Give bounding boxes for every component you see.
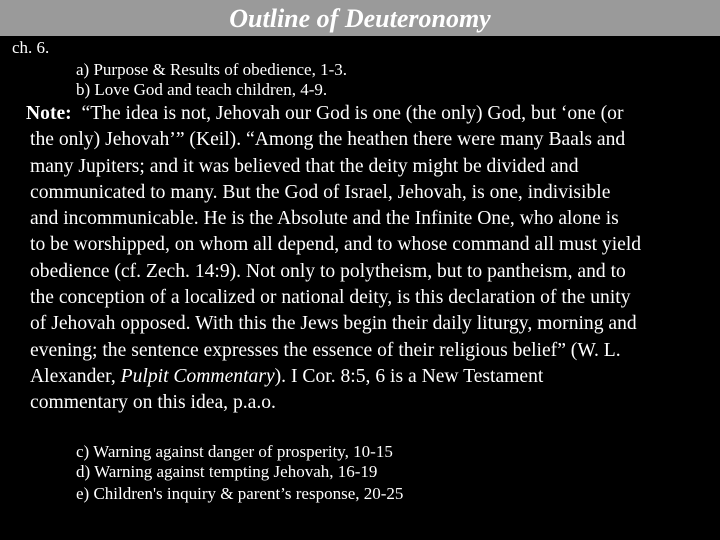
- outline-item-b: b) Love God and teach children, 4-9.: [76, 80, 328, 99]
- note-line: evening; the sentence expresses the essence of their religious belief” (W. L.: [30, 339, 621, 361]
- outline-item-e: e) Children's inquiry & parent’s response, 20-25: [76, 484, 404, 503]
- note-line: [30, 364, 720, 390]
- note-line: the only) Jehovah’” (Keil). “Among the heathen there were many Baals and: [30, 129, 626, 151]
- note-line: many Jupiters; and it was believed that the deity might be divided and: [30, 155, 579, 177]
- note-paragraph: [26, 101, 720, 417]
- note-label: Note:: [26, 103, 72, 124]
- outline-item-a: a) Purpose & Results of obedience, 1-3.: [76, 60, 347, 79]
- outline-item-d: d) Warning against tempting Jehovah, 16-19: [76, 462, 378, 481]
- note-line-text: Alexander,: [30, 365, 121, 387]
- note-line: obedience (cf. Zech. 14:9). Not only to polytheism, but to pantheism, and to: [30, 260, 626, 282]
- note-line: commentary on this idea, p.a.o.: [30, 392, 276, 414]
- note-line-text: “The idea is not, Jehovah our God is one (the only) God, but ‘one (or: [81, 103, 624, 124]
- note-line: communicated to many. But the God of Israel, Jehovah, is one, indivisible: [30, 181, 611, 203]
- note-line: of Jehovah opposed. With this the Jews begin their daily liturgy, morning and: [30, 313, 637, 335]
- chapter-label: ch. 6.: [12, 38, 50, 57]
- note-line: and incommunicable. He is the Absolute and the Infinite One, who alone is: [30, 208, 619, 230]
- outline-item-c: c) Warning against danger of prosperity, 10-15: [76, 442, 393, 461]
- slide-title: Outline of Deuteronomy: [229, 4, 491, 33]
- note-line: the conception of a localized or national deity, is this declaration of the unity: [30, 287, 631, 309]
- note-line: [26, 101, 720, 127]
- citation-title: Pulpit Commentary: [120, 365, 275, 387]
- note-line-text: ). I Cor. 8:5, 6 is a New Testament: [274, 365, 544, 387]
- note-line: to be worshipped, on whom all depend, and to whose command all must yield: [30, 234, 642, 256]
